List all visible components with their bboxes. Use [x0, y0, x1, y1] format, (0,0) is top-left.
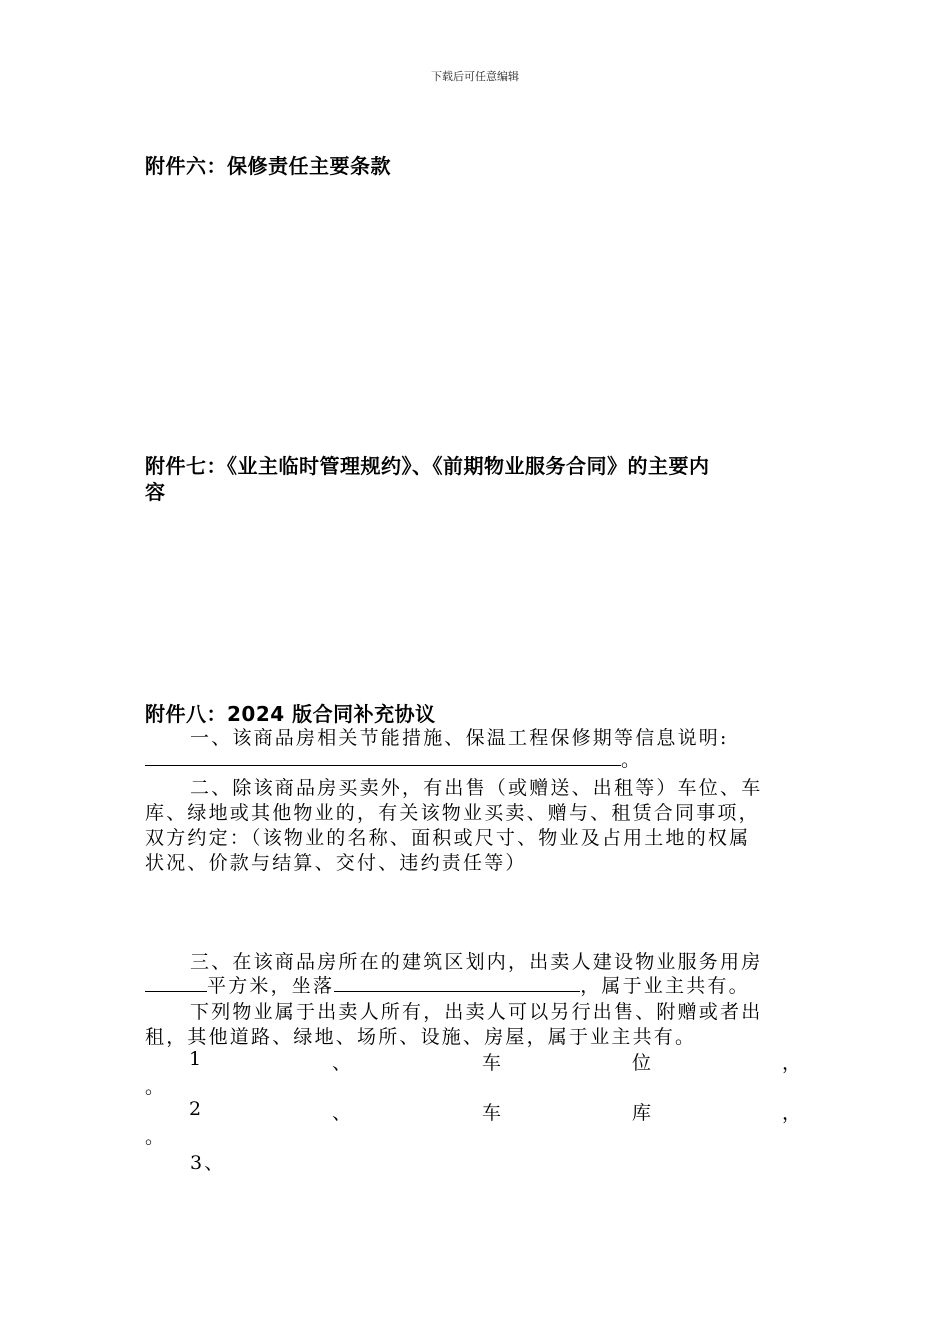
- area-unit-label: 平方米，坐落: [207, 975, 335, 997]
- clause-4-line2: 租，其他道路、绿地、场所、设施、房屋，属于业主共有。: [145, 1026, 697, 1048]
- item-2-sep: 、: [332, 1102, 352, 1124]
- item-1-tail: 。: [145, 1076, 167, 1098]
- attachment-7-title-line2: 容: [145, 480, 166, 504]
- item-1-end: ，: [781, 1052, 801, 1074]
- blank-underline: [145, 747, 621, 766]
- attachment-7-title-line1: 附件七：《业主临时管理规约》、《前期物业服务合同》的主要内: [145, 454, 710, 478]
- location-blank: [334, 973, 580, 992]
- ownership-text: ，属于业主共有。: [580, 975, 750, 997]
- item-1-char-a: 车: [482, 1052, 502, 1074]
- attachment-6-title: 附件六：保修责任主要条款: [145, 154, 391, 178]
- clause-4-line1: 下列物业属于出卖人所有，出卖人可以另行出售、附赠或者出: [190, 1001, 763, 1023]
- clause-1-blank-line: [145, 745, 642, 772]
- item-1-char-b: 位: [631, 1052, 651, 1074]
- item-3-label: 3、: [190, 1152, 226, 1174]
- area-blank: [145, 973, 207, 992]
- clause-1-end: 。: [621, 749, 643, 771]
- clause-2-line1: 二、除该商品房买卖外，有出售（或赠送、出租等）车位、车: [190, 777, 763, 799]
- item-1-row: [145, 1048, 801, 1075]
- clause-2-line3: 双方约定：（该物业的名称、面积或尺寸、物业及占用土地的权属: [145, 827, 751, 849]
- clause-3-line2: [145, 971, 750, 998]
- item-2-char-a: 车: [482, 1102, 502, 1124]
- item-1-sep: 、: [332, 1052, 352, 1074]
- clause-1-text: 一、该商品房相关节能措施、保温工程保修期等信息说明:: [190, 727, 729, 749]
- clause-3-line1: 三、在该商品房所在的建筑区划内，出卖人建设物业服务用房: [190, 951, 763, 973]
- item-2-end: ，: [781, 1102, 801, 1124]
- item-2-number: 2: [189, 1098, 202, 1120]
- attachment-8-title: 附件八：2024 版合同补充协议: [145, 702, 436, 726]
- item-1-number: 1: [189, 1048, 202, 1070]
- item-2-row: [145, 1098, 801, 1125]
- clause-2-line2: 库、绿地或其他物业的，有关该物业买卖、赠与、租赁合同事项，: [145, 802, 760, 824]
- item-2-tail: 。: [145, 1126, 167, 1148]
- clause-2-line4: 状况、价款与结算、交付、违约责任等）: [145, 852, 527, 874]
- item-2-char-b: 库: [631, 1102, 651, 1124]
- page-header-note: 下载后可任意编辑: [431, 70, 519, 83]
